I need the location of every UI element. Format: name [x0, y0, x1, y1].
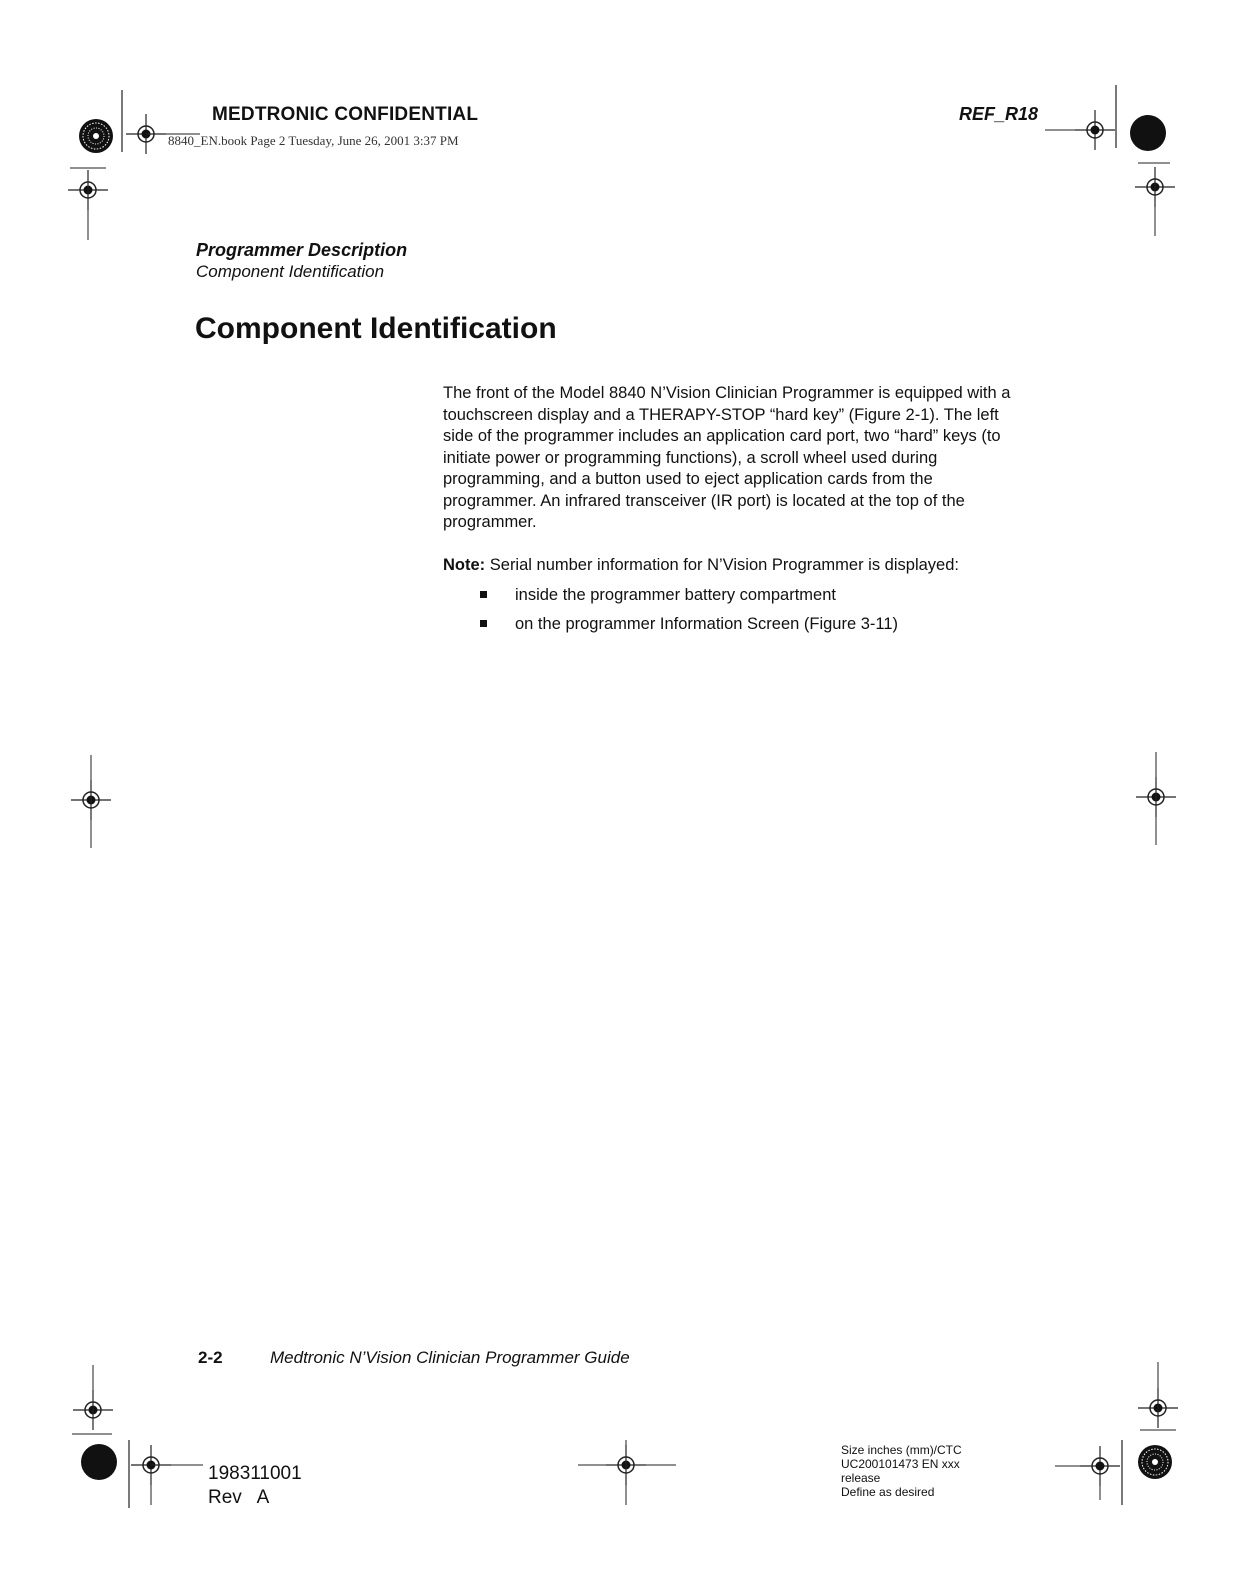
guide-title: Medtronic N’Vision Clinician Programmer Guide: [270, 1348, 630, 1367]
running-head-chapter: Programmer Description: [196, 240, 408, 260]
spec-block: [841, 1443, 962, 1499]
solid-dot-mark-icon: [81, 1444, 117, 1480]
list-item-text: inside the programmer battery compartment: [515, 586, 836, 604]
document-number: 198311001: [208, 1463, 302, 1484]
body-paragraph: The front of the Model 8840 N’Vision Clinician Programmer is equipped with a touchscreen display and a THERAPY-STOP “hard key” (Figure 2-1). The left side of the programmer includes an application card port, two “hard” keys (to initiate power or programming functions), a scroll wheel used during programming, and a button used to eject application cards from the programmer. An infrared transceiver (IR port) is located at the top of the programmer.: [443, 384, 1011, 531]
revision: Rev A: [208, 1487, 270, 1508]
running-head-section: Component Identification: [196, 262, 385, 281]
spec-line: Define as desired: [841, 1485, 935, 1499]
registration-mark-icon: [1075, 110, 1115, 150]
starburst-mark-icon: [1138, 1445, 1172, 1479]
confidential-label: MEDTRONIC CONFIDENTIAL: [212, 104, 479, 125]
book-info: 8840_EN.book Page 2 Tuesday, June 26, 2001 3:37 PM: [168, 133, 459, 148]
note: [443, 556, 1023, 575]
page-number: 2-2: [198, 1348, 223, 1367]
spec-line: release: [841, 1471, 881, 1485]
list-item: [478, 585, 898, 614]
bullet-list: [478, 585, 898, 643]
list-item: [478, 614, 898, 643]
bullet-icon: [480, 591, 487, 598]
ref-code: REF_R18: [958, 104, 1038, 124]
starburst-mark-icon: [79, 119, 113, 153]
document-number-block: [208, 1462, 302, 1510]
spec-line: UC200101473 EN xxx: [841, 1457, 960, 1471]
note-label: Note:: [443, 556, 486, 574]
list-item-text: on the programmer Information Screen (Figure 3-11): [515, 615, 899, 633]
solid-dot-mark-icon: [1130, 115, 1166, 151]
note-text: Serial number information for N’Vision Programmer is displayed:: [485, 556, 959, 574]
section-title: Component Identification: [195, 312, 557, 345]
bullet-icon: [480, 620, 487, 627]
spec-line: Size inches (mm)/CTC: [841, 1443, 962, 1457]
